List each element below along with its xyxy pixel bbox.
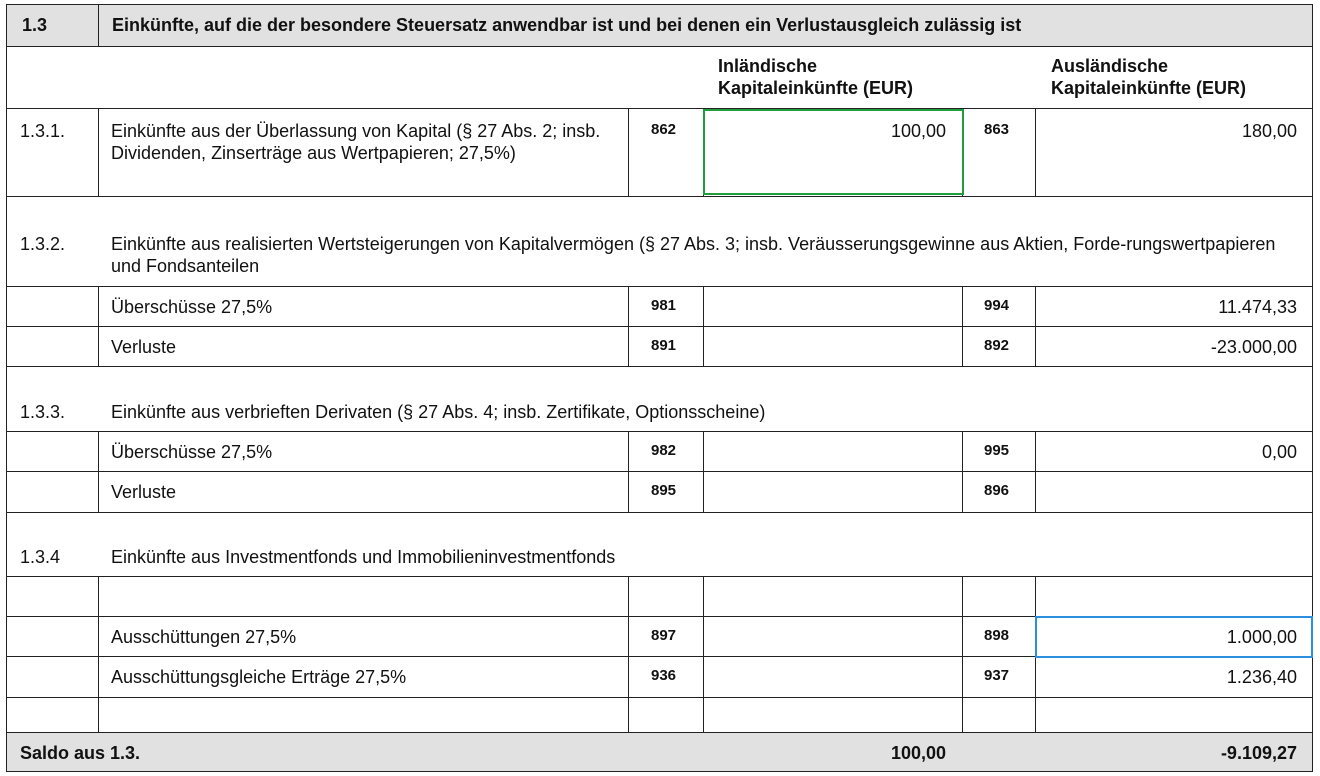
field-code: 891	[651, 337, 677, 354]
domestic-input-936[interactable]	[704, 658, 962, 697]
field-code: 863	[984, 121, 1010, 138]
domestic-input-982[interactable]	[704, 432, 962, 471]
domestic-input-981[interactable]	[704, 287, 962, 326]
divider	[6, 46, 1313, 47]
field-code: 897	[651, 627, 677, 644]
foreign-value: 11.474,33	[1218, 297, 1297, 317]
row-label: Einkünfte aus verbrieften Derivaten (§ 27 Abs. 4; insb. Zertifikate, Optionsscheine)	[111, 402, 766, 422]
field-code: 895	[651, 482, 677, 499]
domestic-column-header: Inländische Kapitaleinkünfte (EUR)	[718, 56, 914, 98]
foreign-value: 1.000,00	[1226, 627, 1297, 647]
col-divider	[628, 576, 629, 732]
row-number: 1.3.1.	[20, 121, 66, 141]
row-label: Ausschüttungsgleiche Erträge 27,5%	[111, 667, 407, 687]
foreign-column-header: Ausländische Kapitaleinkünfte (EUR)	[1051, 56, 1247, 98]
col-divider	[628, 286, 629, 366]
divider	[6, 732, 1313, 733]
col-divider	[628, 431, 629, 512]
col-divider	[98, 286, 99, 366]
col-divider	[962, 576, 963, 732]
row-label: Einkünfte aus realisierten Wertsteigerungen von Kapitalvermögen (§ 27 Abs. 3; insb. Veräusserungsgewinne aus Aktien, Forde-rungswertpapieren und Fondsanteilen	[111, 234, 1276, 276]
row-label: Verluste	[111, 482, 177, 502]
row-number: 1.3.3.	[20, 402, 66, 422]
field-code: 982	[651, 442, 677, 459]
row-label: Überschüsse 27,5%	[111, 297, 273, 317]
col-divider	[962, 431, 963, 512]
field-code: 995	[984, 442, 1010, 459]
col-divider	[98, 4, 99, 46]
saldo-label: Saldo aus 1.3.	[20, 743, 141, 763]
foreign-value: 180,00	[1241, 121, 1297, 141]
tax-form-section-1-3	[6, 4, 1313, 772]
col-divider	[628, 108, 629, 196]
col-divider	[98, 108, 99, 196]
row-label: Verluste	[111, 337, 177, 357]
row-label: Ausschüttungen 27,5%	[111, 627, 297, 647]
divider	[6, 576, 1313, 577]
domestic-value: 100,00	[890, 121, 946, 141]
section-number: 1.3	[22, 15, 48, 35]
divider	[6, 512, 1313, 513]
field-code: 892	[984, 337, 1010, 354]
domestic-input-895[interactable]	[704, 472, 962, 512]
col-divider	[98, 431, 99, 512]
field-code: 937	[984, 667, 1010, 684]
domestic-input-891[interactable]	[704, 327, 962, 366]
col-divider	[98, 576, 99, 732]
field-code: 896	[984, 482, 1010, 499]
col-divider	[962, 286, 963, 366]
domestic-input-897[interactable]	[704, 617, 962, 656]
foreign-value: -23.000,00	[1210, 337, 1297, 357]
row-label: Überschüsse 27,5%	[111, 442, 273, 462]
foreign-input-896[interactable]	[1036, 472, 1312, 512]
field-code: 981	[651, 297, 677, 314]
row-number: 1.3.4	[20, 547, 61, 567]
section-title: Einkünfte, auf die der besondere Steuersatz anwendbar ist und bei denen ein Verlustausgleich zulässig ist	[112, 15, 1022, 35]
foreign-value: 0,00	[1261, 442, 1297, 462]
field-code: 862	[651, 121, 677, 138]
row-label: Einkünfte aus der Überlassung von Kapital (§ 27 Abs. 2; insb. Dividenden, Zinserträge aus Wertpapieren; 27,5%)	[111, 121, 601, 163]
divider	[6, 196, 1313, 197]
saldo-domestic-value: 100,00	[890, 743, 946, 763]
row-number: 1.3.2.	[20, 234, 66, 254]
divider	[6, 366, 1313, 367]
saldo-foreign-value: -9.109,27	[1220, 743, 1297, 763]
field-code: 936	[651, 667, 677, 684]
divider	[6, 697, 1313, 698]
field-code: 898	[984, 627, 1010, 644]
foreign-value: 1.236,40	[1226, 667, 1297, 687]
field-code: 994	[984, 297, 1010, 314]
row-label: Einkünfte aus Investmentfonds und Immobilieninvestmentfonds	[111, 547, 616, 567]
